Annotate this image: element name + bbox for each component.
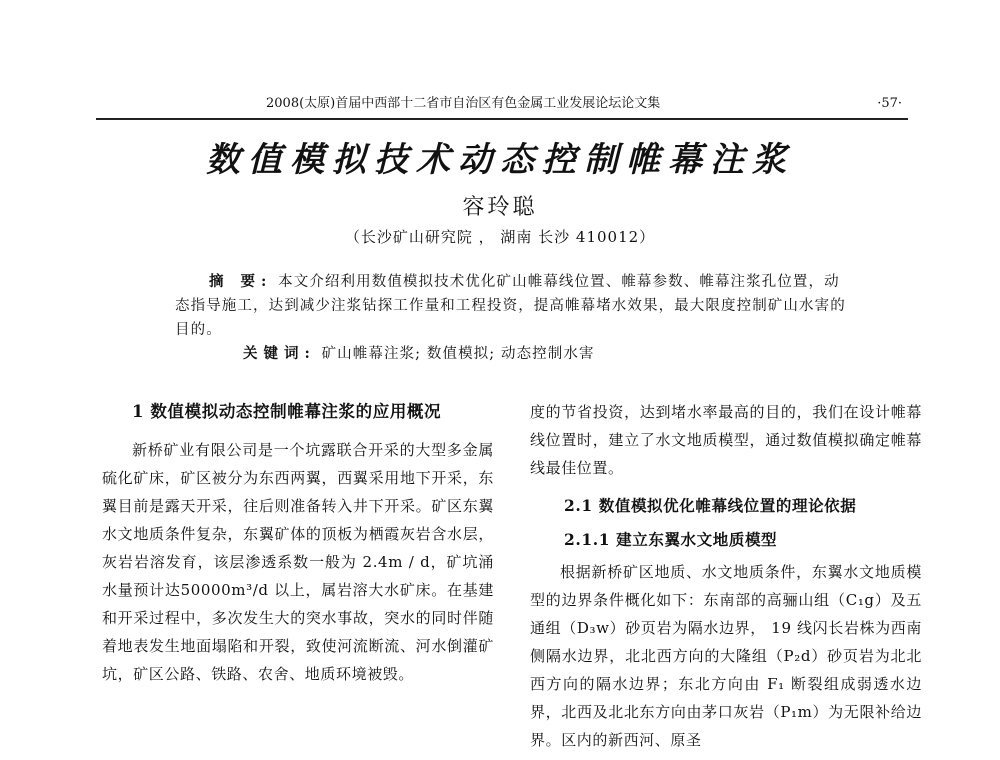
section-heading: 1 数值模拟动态控制帷幕注浆的应用概况 (132, 402, 442, 421)
body-paragraph: 新桥矿业有限公司是一个坑露联合开采的大型多金属硫化矿床，矿区被分为东西两翼，西翼采用地下开采，东翼目前是露天开采，往后则准备转入井下开采。矿区东翼水文地质条件复杂，东翼矿体的顶板为栖霞灰岩含水层，灰岩岩溶发育，该层渗透系数一般为 2.4m / d，矿坑涌水量预计达50000m³/d 以上，属岩溶大水矿床。在基建和开采过程中，多次发生大的突水事故，突水的同时伴随着地表发生地面塌陷和开裂，致使河流断流、河水倒灌矿坑，矿区公路、铁路、农舍、地质环境被毁。 (102, 441, 494, 683)
article-author: 容玲聪 (462, 195, 538, 220)
article-title: 数值模拟技术动态控制帷幕注浆 (206, 140, 794, 180)
subsubsection-heading: 2.1.1 建立东翼水文地质模型 (564, 530, 778, 549)
running-title: 2008(太原)首届中西部十二省市自治区有色金属工业发展论坛论文集 (266, 96, 661, 111)
header-rule (96, 118, 908, 120)
abstract-paragraph (175, 270, 855, 342)
abstract-block (175, 270, 855, 366)
running-head (96, 92, 908, 116)
page-number: ·57· (877, 96, 902, 111)
abstract-text: 本文介绍利用数值模拟技术优化矿山帷幕线位置、帷幕参数、帷幕注浆孔位置，动态指导施工，达到减少注浆钻探工作量和工程投资，提高帷幕堵水效果，最大限度控制矿山水害的目的。 (175, 274, 846, 338)
keywords-line (175, 342, 855, 366)
body-paragraph: 根据新桥矿区地质、水文地质条件，东翼水文地质模型的边界条件概化如下：东南部的高骊山组（C₁g）及五通组（D₃w）砂页岩为隔水边界， 19 线闪长岩株为西南侧隔水边界，北北西方向的大隆组（P₂d）砂页岩为北北西方向的隔水边界；东北方向由 F₁ 断裂组成弱透水边界，北西及北北东方向由茅口灰岩（P₁m）为无限补给边界。区内的新西河、原圣 (530, 563, 922, 749)
left-column (102, 398, 494, 688)
keywords-label: 关键词: (243, 345, 316, 362)
author-affiliation: （长沙矿山研究院 ， 湖南 长沙 410012） (344, 228, 656, 246)
right-column (530, 398, 922, 754)
abstract-label: 摘 要: (209, 273, 273, 290)
subsection-heading: 2.1 数值模拟优化帷幕线位置的理论依据 (564, 496, 857, 515)
body-paragraph-continued: 度的节省投资，达到堵水率最高的目的，我们在设计帷幕线位置时，建立了水文地质模型，通过数值模拟确定帷幕线最佳位置。 (530, 403, 922, 477)
keywords-text: 矿山帷幕注浆; 数值模拟; 动态控制水害 (321, 346, 595, 362)
